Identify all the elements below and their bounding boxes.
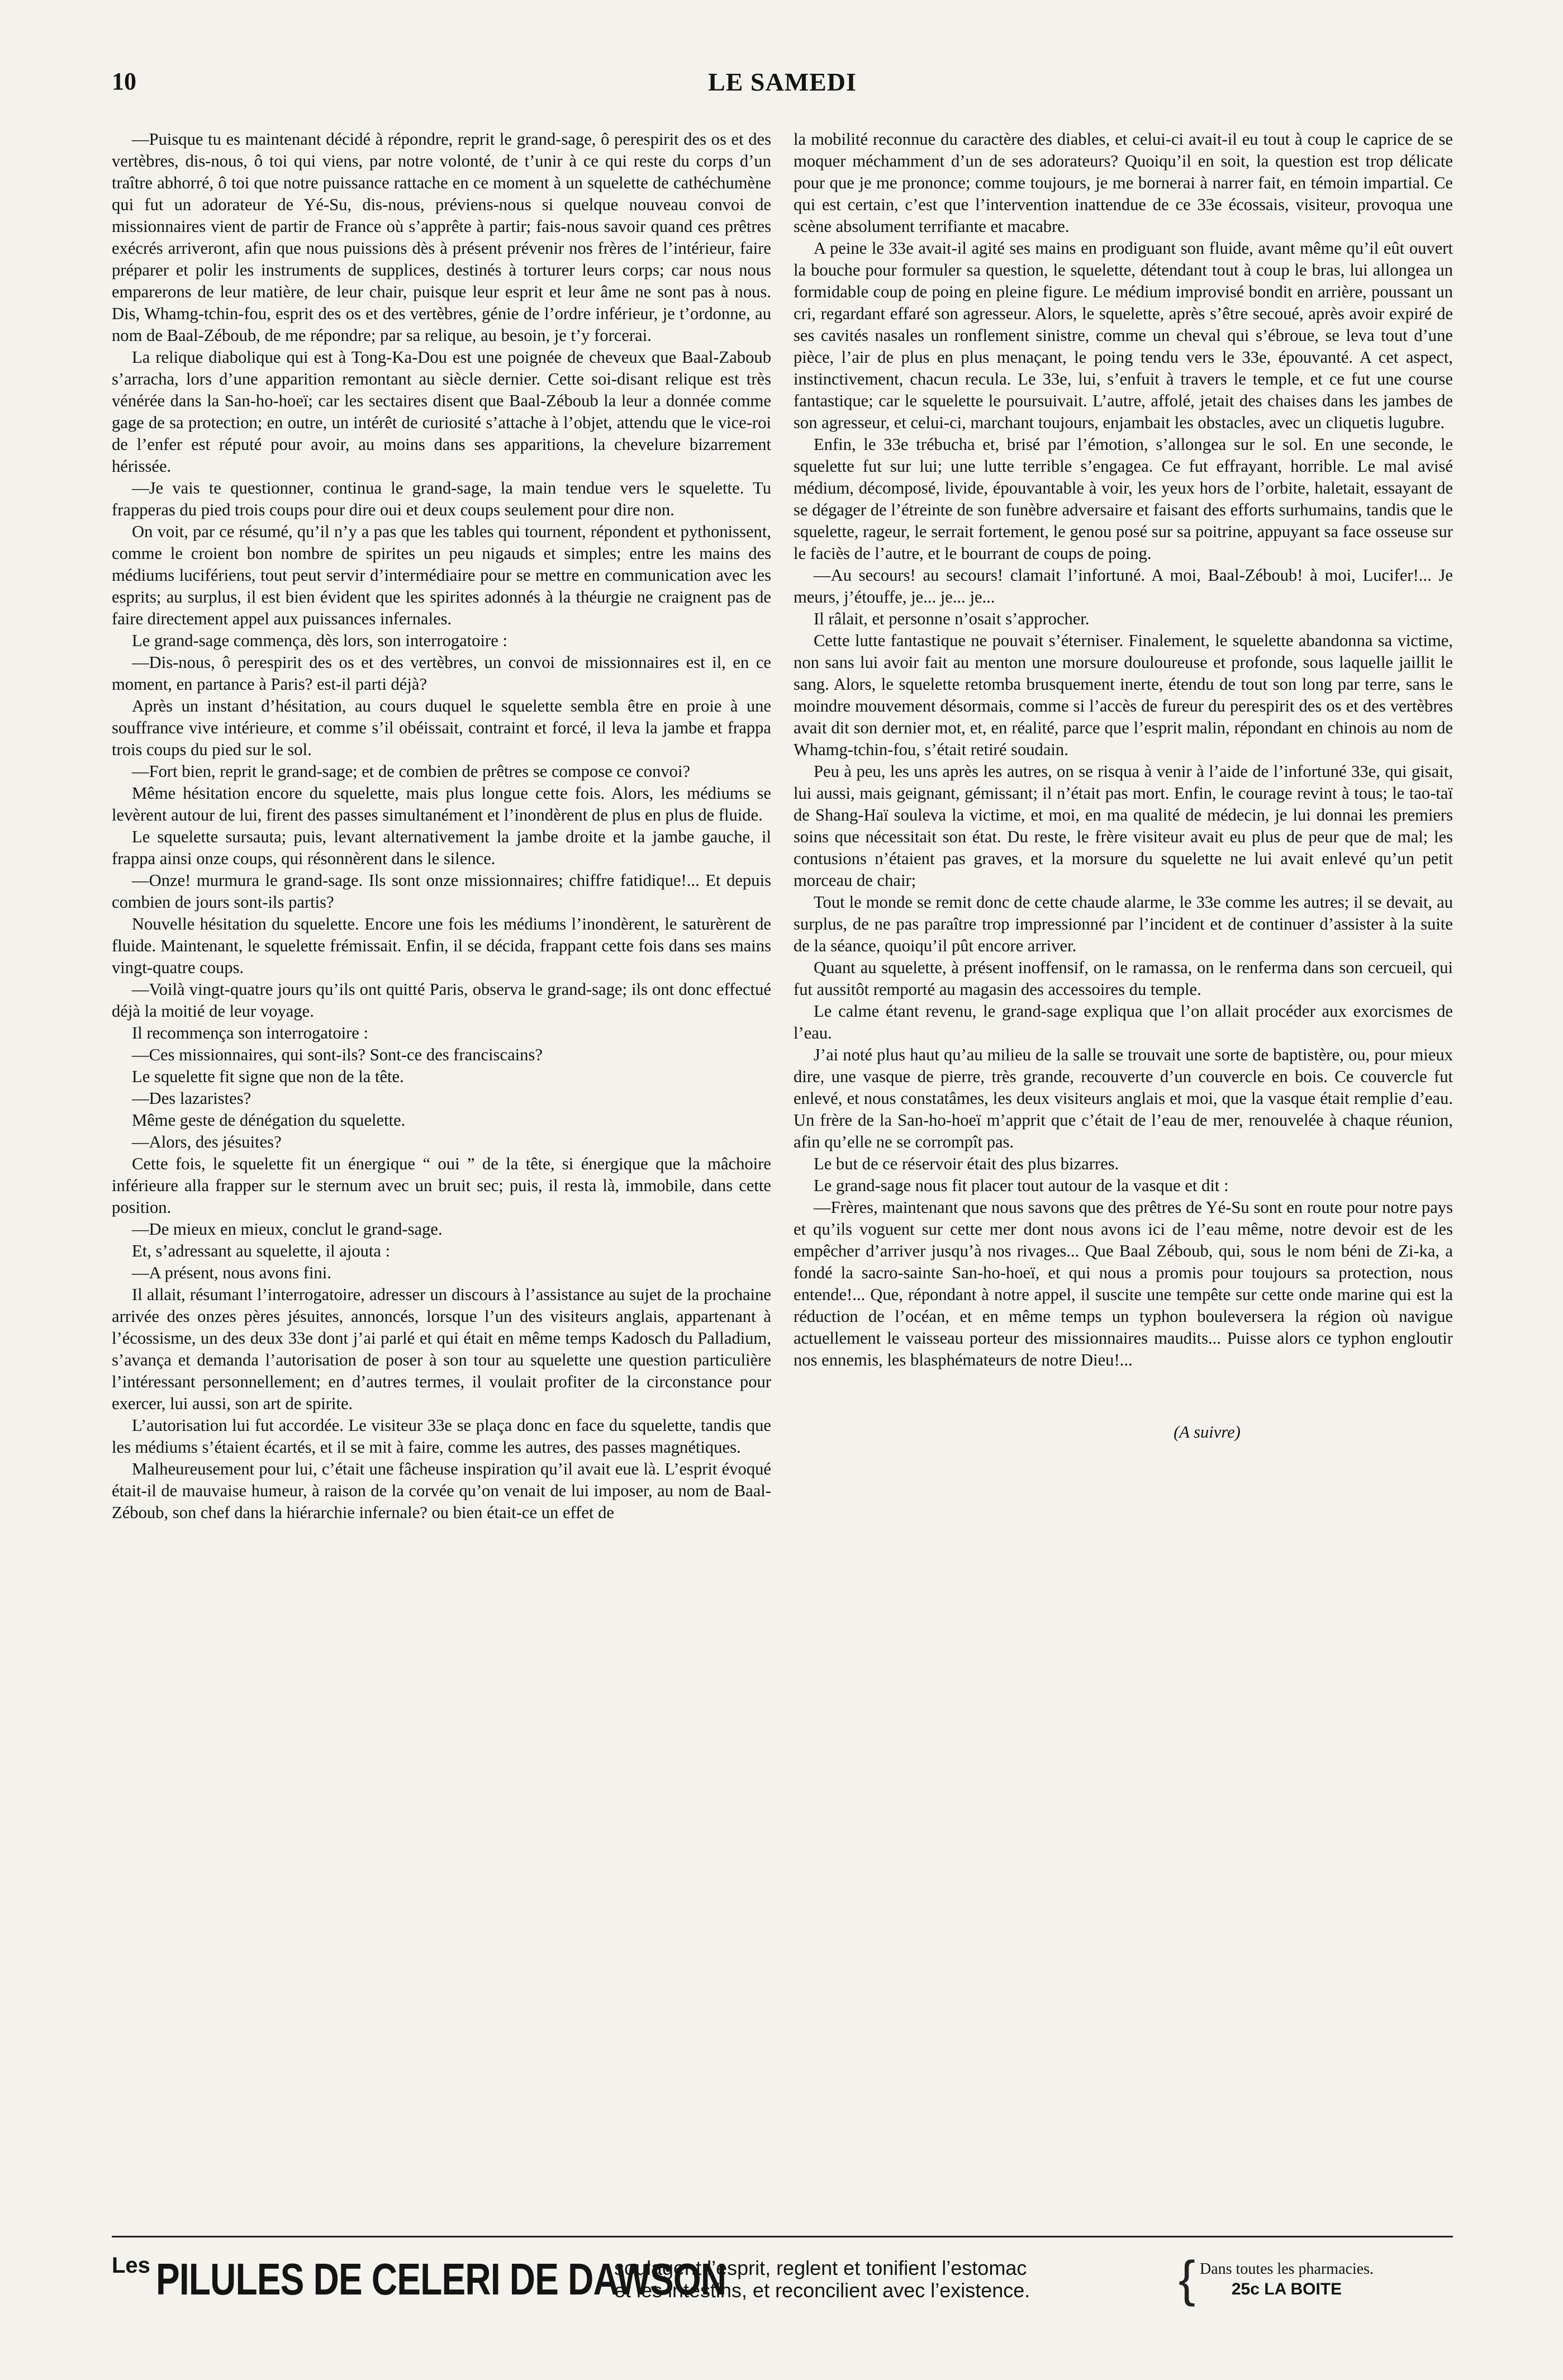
paragraph: Enfin, le 33e trébucha et, brisé par l’émotion, s’allongea sur le sol. En une seconde, le squelette fut sur lui; une lutte terrible s’engagea. Ce fut effrayant, horrible. Le mal avisé médium, décomposé, livide, épouvantable à voir, les yeux hors de l’orbite, haletait, essayant de se dégager de l’étreinte de son funèbre adversaire et faisant des efforts surhumains, tandis que le squelette, rageur, le serrait fortement, le genou posé sur sa poitrine, appuyant sa face osseuse sur le faciès de l’autre, et le bourrant de coups de poing. — [794, 435, 1453, 563]
article-columns — [112, 129, 1453, 2208]
paragraph: —Voilà vingt-quatre jours qu’ils ont quitté Paris, observa le grand-sage; ils ont donc effectué déjà la moitié de leur voyage. — [112, 980, 771, 1021]
page-header — [112, 67, 1453, 106]
paragraph: Le squelette sursauta; puis, levant alternativement la jambe droite et la jambe gauche, il frappa ainsi onze coups, qui résonnèrent dans le silence. — [112, 827, 771, 868]
ad-brand: PILULES DE CELERI DE DAWSON — [155, 2254, 726, 2304]
paragraph: Le grand-sage commença, dès lors, son interrogatoire : — [132, 631, 507, 650]
paragraph: Il râlait, et personne n’osait s’approcher. — [814, 609, 1090, 628]
paragraph: Il allait, résumant l’interrogatoire, adresser un discours à l’assistance au sujet de la prochaine arrivée des onzes pères jésuites, annoncés, lorsque l’un des visiteurs anglais, appartenant à l’écossisme, un des deux 33e dont j’ai parlé et qui était en même temps Kadosch du Palladium, s’avança et demanda l’autorisation de poser à son tour au squelette une question particulière l’intéressant personnellement; en d’autres termes, il voulait profiter de la circonstance pour exercer, lui aussi, son art de spirite. — [112, 1285, 771, 1413]
paragraph: Quant au squelette, à présent inoffensif, on le ramassa, on le renferma dans son cercueil, qui fut aussitôt remporté au magasin des accessoires du temple. — [794, 958, 1453, 999]
paragraph: Il recommença son interrogatoire : — [132, 1023, 369, 1042]
paragraph: —Ces missionnaires, qui sont-ils? Sont-ce des franciscains? — [132, 1045, 543, 1064]
ad-tagline-line: soulagent l’esprit, reglent et tonifient l’estomac — [614, 2256, 1027, 2279]
paragraph: J’ai noté plus haut qu’au milieu de la salle se trouvait une sorte de baptistère, ou, pour mieux dire, une vasque de pierre, très grande, recouverte d’un couvercle en bois. Ce couvercle fut enlevé, et nous constatâmes, les deux visiteurs anglais et moi, que la vasque était remplie d’eau. Un frère de la San-ho-hoeï m’apprit que c’était de l’eau de mer, renouvelée à chaque réunion, afin qu’elle ne se corrompît pas. — [794, 1045, 1453, 1151]
paragraph: Après un instant d’hésitation, au cours duquel le squelette sembla être en proie à une souffrance vive intérieure, et comme s’il obéissait, contraint et forcé, il leva la jambe et frappa trois coups du pied sur le sol. — [112, 696, 771, 759]
paragraph: Le but de ce réservoir était des plus bizarres. — [814, 1154, 1119, 1173]
to-be-continued: (A suivre) — [1174, 1423, 1241, 1442]
paragraph: L’autorisation lui fut accordée. Le visiteur 33e se plaça donc en face du squelette, tandis que les médiums s’étaient écartés, et il se mit à faire, comme les autres, des passes magnétiques. — [112, 1416, 771, 1457]
paragraph: Le squelette fit signe que non de la tête. — [132, 1067, 404, 1086]
advertisement — [112, 2236, 1453, 2310]
paragraph: —Puisque tu es maintenant décidé à répondre, reprit le grand-sage, ô perespirit des os et des vertèbres, dis-nous, ô toi qui viens, par notre volonté, de t’unir à ce qui reste du corps d’un traître abhorré, ô toi que notre puissance rattache en ce moment à un squelette de cathéchumène qui fut un adorateur de Yé-Su, dis-nous, préviens-nous si quelque nouveau convoi de missionnaires vient de partir de France où s’apprête à partir; fais-nous savoir quand ces prêtres exécrés arriveront, afin que nous puissions dès à présent prévenir nos frères de l’intérieur, faire préparer et polir les instruments de supplices, destinés à torturer leurs corps; car nous nous emparerons de leur matière, de leur chair, puisque leur esprit et leur âme ne sont pas à nous. Dis, Whamg-tchin-fou, esprit des os et des vertèbres, génie de l’ordre inférieur, je t’ordonne, au nom de Baal-Zéboub, de me répondre; par sa relique, au besoin, je t’y forcerai. — [112, 130, 771, 345]
paragraph: —Alors, des jésuites? — [132, 1132, 282, 1151]
paragraph: Cette fois, le squelette fit un énergique “ oui ” de la tête, si énergique que la mâchoire inférieure alla frapper sur le sternum avec un bruit sec; puis, il resta là, immobile, dans cette position. — [112, 1154, 771, 1217]
paragraph: —Des lazaristes? — [132, 1089, 251, 1108]
paragraph: —Onze! murmura le grand-sage. Ils sont onze missionnaires; chiffre fatidique!... Et depuis combien de jours sont-ils partis? — [112, 871, 771, 912]
paragraph: —A présent, nous avons fini. — [132, 1263, 331, 1282]
left-column — [112, 129, 771, 2208]
ad-sidebar — [1178, 2251, 1374, 2307]
page-number: 10 — [112, 68, 136, 95]
paragraph: Malheureusement pour lui, c’était une fâcheuse inspiration qu’il avait eue là. L’esprit évoqué était-il de mauvaise humeur, à raison de la corvée qu’on venait de lui imposer, au nom de Baal-Zéboub, son chef dans la hiérarchie infernale? ou bien était-ce un effet de — [112, 1459, 771, 1522]
brace-glyph: { — [1178, 2251, 1195, 2307]
paragraph: —Je vais te questionner, continua le grand-sage, la main tendue vers le squelette. Tu frapperas du pied trois coups pour dire oui et deux coups seulement pour dire non. — [112, 478, 771, 519]
paragraph: Et, s’adressant au squelette, il ajouta : — [132, 1241, 391, 1260]
paragraph: Tout le monde se remit donc de cette chaude alarme, le 33e comme les autres; il se devait, au surplus, de ne pas paraître trop impressionné par l’incident et de continuer d’assister à la suite de la séance, quoiqu’il pût encore arriver. — [794, 893, 1453, 955]
ad-availability-block — [1200, 2259, 1374, 2300]
paragraph: —De mieux en mieux, conclut le grand-sage. — [132, 1220, 443, 1239]
paragraph: Même hésitation encore du squelette, mais plus longue cette fois. Alors, les médiums se levèrent autour de lui, firent des passes simultanément et l’inondèrent de plus en plus de fluide. — [112, 784, 771, 824]
paragraph: Même geste de dénégation du squelette. — [132, 1111, 406, 1130]
paragraph: —Frères, maintenant que nous savons que des prêtres de Yé-Su sont en route pour notre pays et qu’ils voguent sur cette mer dont nous avons ici de l’eau même, notre devoir est de les empêcher d’arriver jusqu’à nos rivages... Que Baal Zéboub, qui, sous le nom béni de Zi-ka, a fondé la sacro-sainte San-ho-hoeï, et qui nous a promis pour toujours sa protection, nous entende!... Que, répondant à notre appel, il suscite une tempête sur cette onde marine qui est la réduction de l’océan, et en même temps un typhon bouleversera la région où navigue actuellement le vaisseau porteur des missionnaires maudits... Puisse alors ce typhon engloutir nos ennemis, les blasphémateurs de notre Dieu!... — [794, 1198, 1453, 1369]
ad-tagline-line: et les intestins, et reconcilient avec l’existence. — [614, 2279, 1030, 2302]
paragraph: La relique diabolique qui est à Tong-Ka-Dou est une poignée de cheveux que Baal-Zaboub s’arracha, lors d’une apparition remontant au siècle dernier. Cette soi-disant relique est très vénérée dans la San-ho-hoeï; car les sectaires disent que Baal-Zéboub la leur a donnée comme gage de sa protection; en outre, un intérêt de curiosité s’attache à l’objet, attendu que le vice-roi de l’enfer est réputé pour avoir, au moins dans ses apparitions, la chevelure bizarrement hérissée. — [112, 348, 771, 476]
paragraph: Le calme étant revenu, le grand-sage expliqua que l’on allait procéder aux exorcismes de l’eau. — [794, 1002, 1453, 1042]
paragraph: A peine le 33e avait-il agité ses mains en prodiguant son fluide, avant même qu’il eût ouvert la bouche pour formuler sa question, le squelette, détendant tout à coup le bras, lui allongea un formidable coup de poing en pleine figure. Le médium improvisé bondit en arrière, poussant un cri, regardant effaré son agresseur. Alors, le squelette, après s’être secoué, après avoir expiré de ses cavités nasales un ronflement sinistre, comme un cheval qui s’ébroue, se leva tout d’une pièce, l’air de plus en plus menaçant, le poing tendu vers le 33e, épouvanté. A cet aspect, instinctivement, chacun recula. Le 33e, lui, s’enfuit à travers le temple, et ce fut une course fantastique; car le squelette le poursuivait. L’autre, affolé, jetait des chaises dans les jambes de son agresseur, et celui-ci, marchant toujours, enjambait les obstacles, avec un cliquetis lugubre. — [794, 239, 1453, 432]
newspaper-page — [112, 67, 1453, 2331]
ad-availability: Dans toutes les pharmacies. — [1200, 2260, 1374, 2278]
masthead-title: LE SAMEDI — [708, 68, 857, 96]
paragraph: Cette lutte fantastique ne pouvait s’éterniser. Finalement, le squelette abandonna sa victime, non sans lui avoir fait au menton une morsure douloureuse et profonde, sous laquelle jaillit le sang. Alors, le squelette retomba brusquement inerte, étendu de tout son long par terre, sans le moindre mouvement désormais, comme si l’accès de fureur du perespirit des os et des vertèbres avait dit son dernier mot, et, en réalité, parce que l’esprit malin, répondant en chinois au nom de Whamg-tchin-fou, s’était retiré soudain. — [794, 631, 1453, 759]
paragraph: —Fort bien, reprit le grand-sage; et de combien de prêtres se compose ce convoi? — [132, 762, 691, 781]
paragraph: Peu à peu, les uns après les autres, on se risqua à venir à l’aide de l’infortuné 33e, qui gisait, lui aussi, mais geignant, gémissant; il n’était pas mort. Enfin, le courage revint à tous; le tao-taï de Shang-Haï souleva la victime, et moi, en ma qualité de médecin, je lui donnai les premiers soins que nécessitait son état. Du reste, le frère visiteur avait eu plus de peur que de mal; les contusions n’étaient pas graves, et la morsure du squelette ne lui avait enlevé qu’un petit morceau de chair; — [794, 762, 1453, 890]
right-column — [794, 129, 1453, 2208]
paragraph: Le grand-sage nous fit placer tout autour de la vasque et dit : — [814, 1176, 1229, 1195]
paragraph: Nouvelle hésitation du squelette. Encore une fois les médiums l’inondèrent, le saturèrent de fluide. Maintenant, le squelette frémissait. Enfin, il se décida, frappant cette fois dans ses mains vingt-quatre coups. — [112, 914, 771, 977]
paragraph: la mobilité reconnue du caractère des diables, et celui-ci avait-il eu tout à coup le caprice de se moquer méchamment d’un de ses adorateurs? Quoiqu’il en soit, la question est trop délicate pour que je me prononce; comme toujours, je me bornerai à narrer fait, en témoin impartial. Ce qui est certain, c’est que l’intervention inattendue de ce 33e écossais, visiteur, provoqua une scène absolument terrifiante et macabre. — [794, 130, 1453, 236]
paragraph: —Dis-nous, ô perespirit des os et des vertèbres, un convoi de missionnaires est il, en ce moment, en partance à Paris? est-il parti déjà? — [112, 653, 771, 694]
paragraph: —Au secours! au secours! clamait l’infortuné. A moi, Baal-Zéboub! à moi, Lucifer!... Je meurs, j’étouffe, je... je... je... — [794, 566, 1453, 606]
paragraph: On voit, par ce résumé, qu’il n’y a pas que les tables qui tournent, répondent et pythonissent, comme le croient bon nombre de spirites un peu nigauds et simples; entre les mains des médiums lucifériens, tout peut servir d’intermédiaire pour se mettre en communication avec les esprits; au surplus, il est bien évident que les spirites adonnés à la théurgie ne craignent pas de faire directement appel aux puissances infernales. — [112, 522, 771, 628]
ad-prefix: Les — [112, 2253, 150, 2278]
ad-price: 25c LA BOITE — [1231, 2280, 1342, 2298]
